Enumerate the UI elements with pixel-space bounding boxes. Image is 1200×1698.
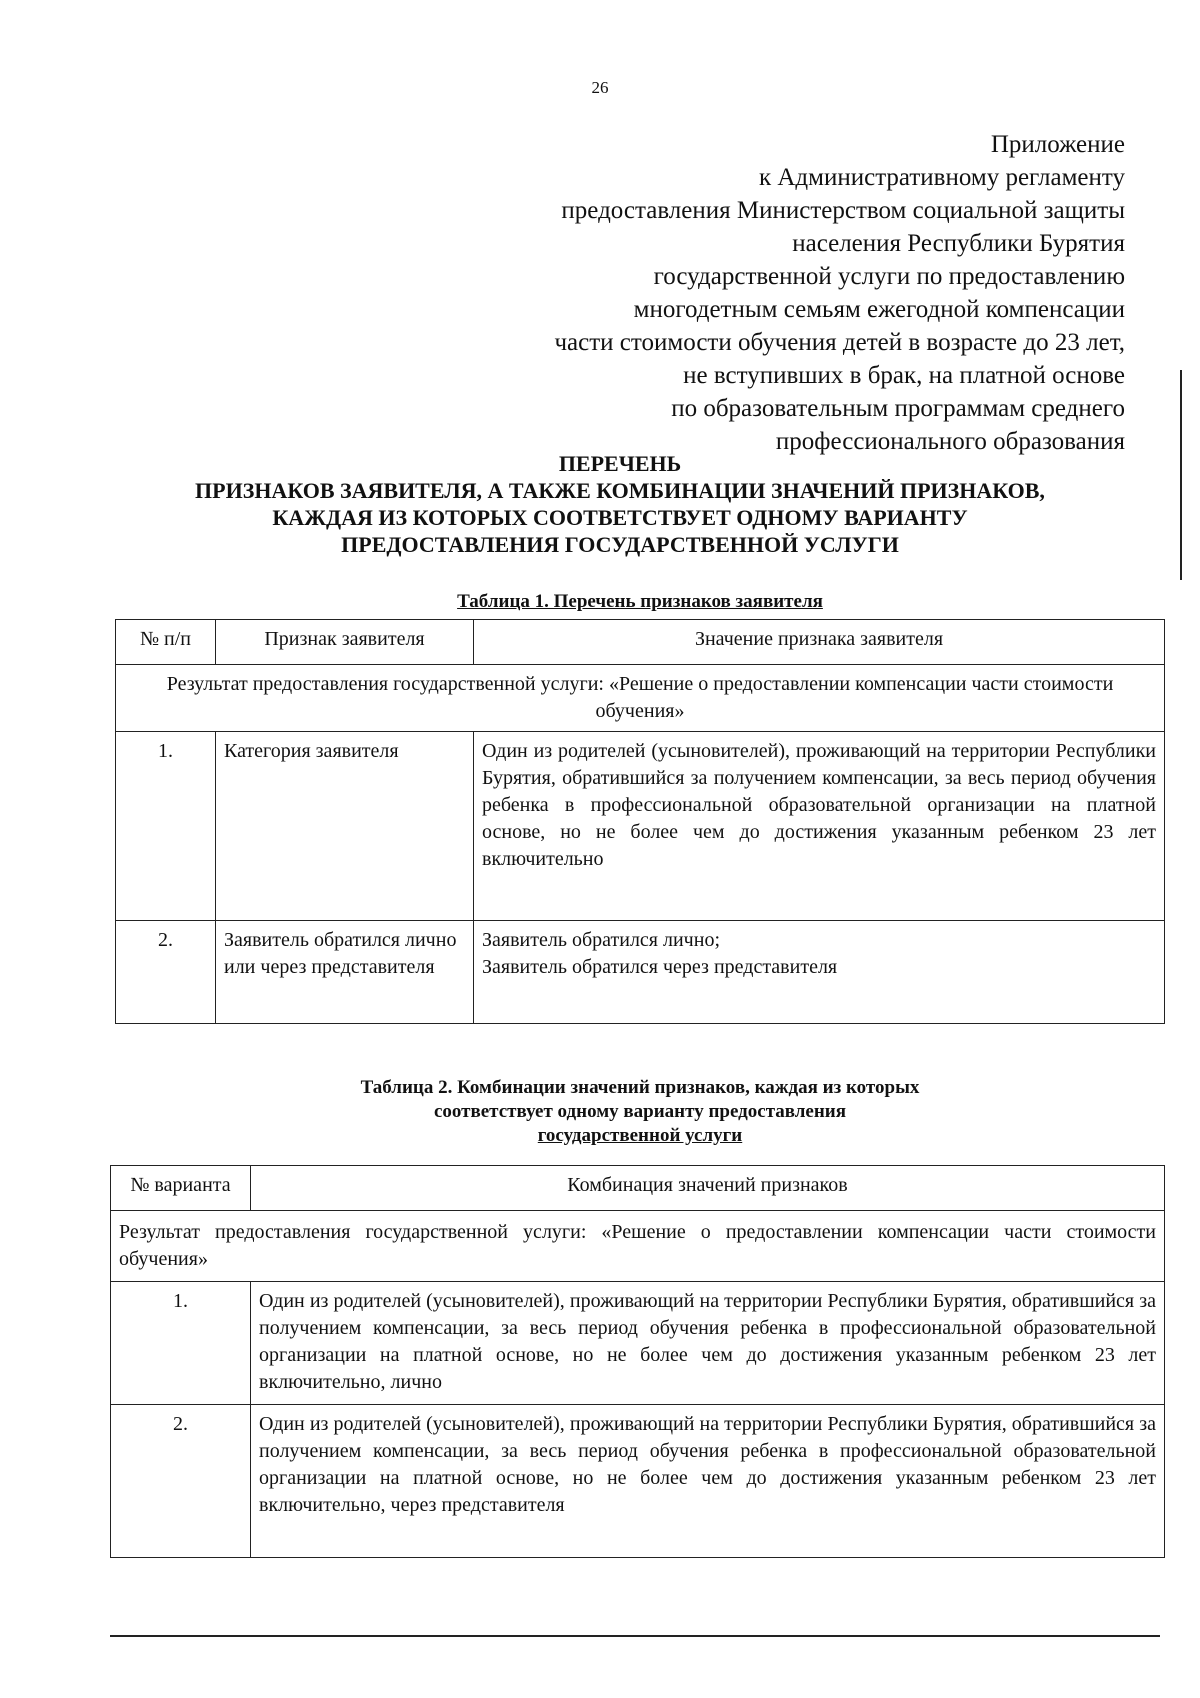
combination-cell: Один из родителей (усыновителей), проживающий на территории Республики Бурятия, обратившийся за получением компенсации, за весь период обучения ребенка в профессиональной образовательной организации на платной основе, но не более чем до достижения указанным ребенком 23 лет включительно, через представителя: [251, 1405, 1165, 1558]
value-cell: Один из родителей (усыновителей), проживающий на территории Республики Бурятия, обратившийся за получением компенсации, за весь период обучения ребенка в профессиональной образовательной организации на платной основе, но не более чем до достижения указанным ребенком 23 лет включительно: [474, 732, 1165, 921]
row-number: 1.: [116, 732, 216, 921]
table-row: [111, 1282, 1165, 1405]
column-header: Признак заявителя: [216, 620, 474, 665]
caption-line: Таблица 2. Комбинации значений признаков, каждая из которых: [360, 1077, 920, 1098]
value-line: Заявитель обратился лично;: [482, 929, 720, 951]
table-applicant-features: [115, 619, 1165, 1024]
appendix-line: не вступивших в брак, на платной основе: [683, 362, 1125, 389]
table-header-row: [111, 1166, 1165, 1211]
appendix-line: предоставления Министерством социальной защиты: [561, 197, 1125, 224]
appendix-line: Приложение: [990, 131, 1125, 158]
heading-line: ПРЕДОСТАВЛЕНИЯ ГОСУДАРСТВЕННОЙ УСЛУГИ: [341, 532, 899, 557]
heading-line: ПРИЗНАКОВ ЗАЯВИТЕЛЯ, А ТАКЖЕ КОМБИНАЦИИ ЗНАЧЕНИЙ ПРИЗНАКОВ,: [195, 478, 1045, 503]
appendix-line: профессионального образования: [775, 428, 1125, 455]
value-cell: [474, 921, 1165, 1024]
document-heading: [120, 450, 1120, 558]
column-header: № варианта: [111, 1166, 251, 1211]
table-feature-combinations: [110, 1165, 1165, 1558]
variant-number: 2.: [111, 1405, 251, 1558]
table-row: [111, 1405, 1165, 1558]
caption-line: соответствует одному варианту предоставления: [433, 1101, 847, 1122]
table-row: [116, 921, 1165, 1024]
appendix-block: [365, 128, 1125, 458]
appendix-line: многодетным семьям ежегодной компенсации: [633, 296, 1125, 323]
column-header: Комбинация значений признаков: [251, 1166, 1165, 1211]
heading-title: ПЕРЕЧЕНЬ: [558, 451, 682, 476]
table-row: [116, 732, 1165, 921]
column-header: № п/п: [116, 620, 216, 665]
table1-caption: [115, 590, 1165, 614]
appendix-line: по образовательным программам среднего: [671, 395, 1125, 422]
caption-line: государственной услуги: [537, 1125, 743, 1146]
result-cell: Результат предоставления государственной услуги: «Решение о предоставлении компенсации части стоимости обучения»: [116, 665, 1165, 732]
appendix-line: части стоимости обучения детей в возрасте до 23 лет,: [554, 329, 1125, 356]
page-number: 26: [591, 78, 609, 97]
column-header: Значение признака заявителя: [474, 620, 1165, 665]
table1-caption-text: Таблица 1. Перечень признаков заявителя: [457, 591, 823, 612]
value-line: Заявитель обратился через представителя: [482, 956, 838, 978]
row-number: 2.: [116, 921, 216, 1024]
table-result-row: [116, 665, 1165, 732]
appendix-line: государственной услуги по предоставлению: [653, 263, 1125, 290]
table-result-row: [111, 1211, 1165, 1282]
feature-cell: Категория заявителя: [216, 732, 474, 921]
result-cell: Результат предоставления государственной услуги: «Решение о предоставлении компенсации части стоимости обучения»: [111, 1211, 1165, 1282]
scan-margin-mark: [1180, 370, 1182, 580]
feature-cell: Заявитель обратился лично или через представителя: [216, 921, 474, 1024]
appendix-line: к Административному регламенту: [758, 164, 1125, 191]
combination-cell: Один из родителей (усыновителей), проживающий на территории Республики Бурятия, обратившийся за получением компенсации, за весь период обучения ребенка в профессиональной образовательной организации на платной основе, но не более чем до достижения указанным ребенком 23 лет включительно, лично: [251, 1282, 1165, 1405]
bottom-rule: [110, 1635, 1160, 1637]
table-header-row: [116, 620, 1165, 665]
appendix-line: населения Республики Бурятия: [792, 230, 1125, 257]
variant-number: 1.: [111, 1282, 251, 1405]
heading-line: КАЖДАЯ ИЗ КОТОРЫХ СООТВЕТСТВУЕТ ОДНОМУ ВАРИАНТУ: [272, 505, 968, 530]
table2-caption: [115, 1076, 1165, 1148]
